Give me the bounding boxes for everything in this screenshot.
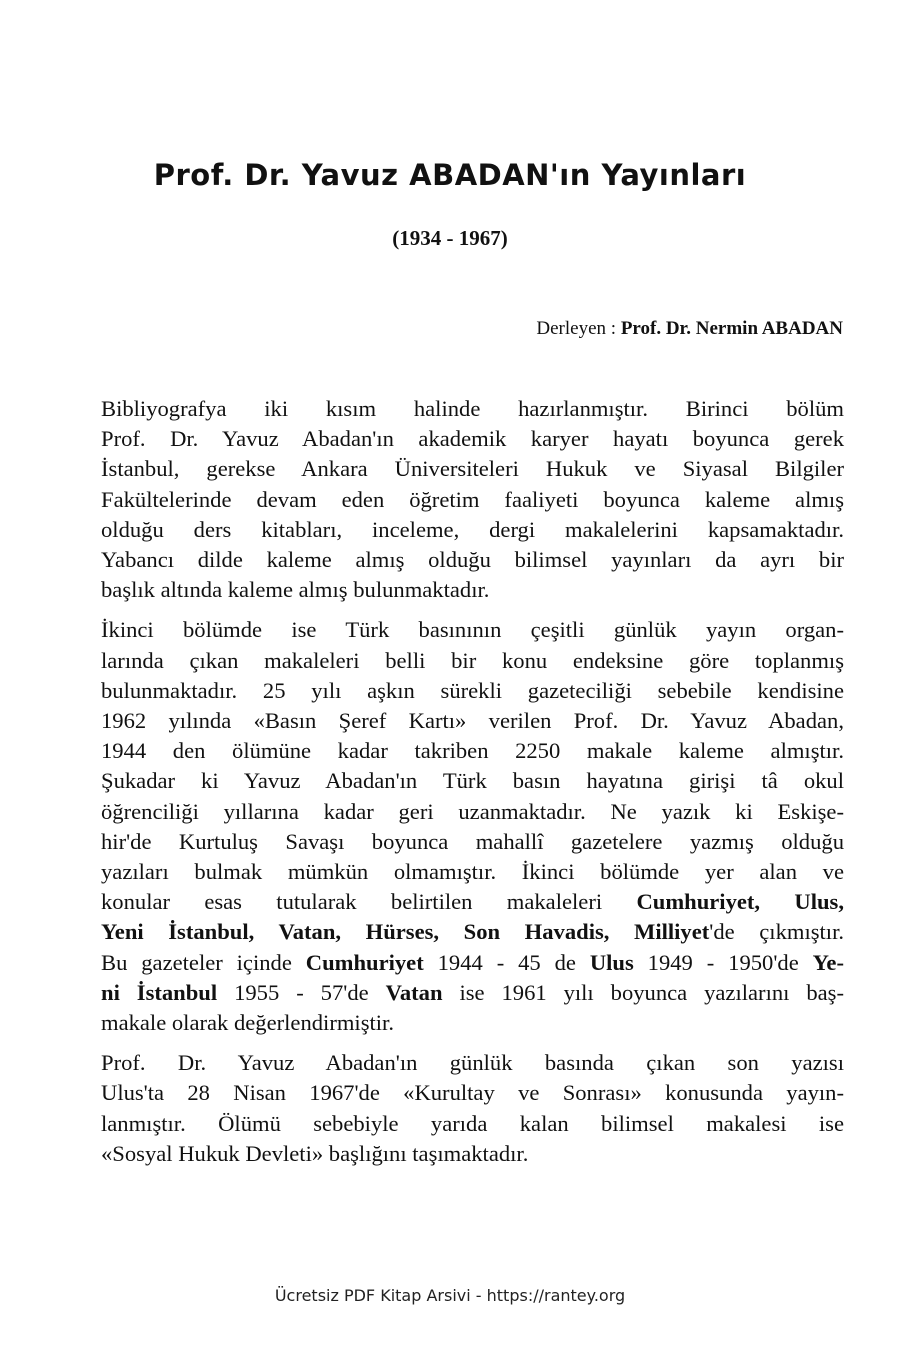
text-line: lanmıştır. Ölümü sebebiyle yarıda kalan bilimsel makalesi ise [101,1110,844,1136]
text-line: larında çıkan makaleleri belli bir konu endeksine göre toplanmış [101,647,844,673]
text-line: olduğu ders kitabları, inceleme, dergi makalelerini kapsamaktadır. [101,516,844,542]
text-segment: 1949 - 1950'de [633,949,813,975]
text-line: Bibliyografya iki kısım halinde hazırlanmıştır. Birinci bölüm [101,396,844,421]
compiler-label: Derleyen : [536,318,617,339]
text-line [54,887,844,917]
newspaper-name: Ulus [589,949,634,975]
text-line [54,948,844,978]
text-line: bulunmaktadır. 25 yılı aşkın sürekli gazeteciliği sebebile kendisine [101,677,844,703]
paragraph-2 [54,615,844,1038]
text-line: öğrenciliği yıllarına kadar geri uzanmaktadır. Ne yazık ki Eskişe- [101,798,844,824]
text-segment: 'de çıkmıştır. [709,919,844,945]
newspaper-name: ni İstanbul [101,979,218,1005]
text-line: Fakültelerinde devam eden öğretim faaliyeti boyunca kaleme almış [101,486,844,512]
text-line: İkinci bölümde ise Türk basınının çeşitli günlük yayın organ- [101,617,844,643]
text-line: Ulus'ta 28 Nisan 1967'de «Kurultay ve Sonrası» konusunda yayın- [101,1080,844,1106]
text-line: Şukadar ki Yavuz Abadan'ın Türk basın hayatına girişi tâ okul [101,768,844,794]
text-line [54,917,844,947]
text-segment: 1944 - 45 de [423,949,590,975]
text-line: Prof. Dr. Yavuz Abadan'ın günlük basında çıkan son yazısı [101,1050,844,1076]
text-segment: konular esas tutularak belirtilen makaleleri [101,889,637,915]
text-line: hir'de Kurtuluş Savaşı boyunca mahallî gazetelere yazmış olduğu [101,828,844,854]
text-line: başlık altında kaleme almış bulunmaktadır. [101,577,490,603]
text-line: yazıları bulmak mümkün olmamıştır. İkinci bölümde yer alan ve [101,859,844,885]
newspaper-name: Cumhuriyet [305,949,424,975]
newspaper-name: Vatan [385,979,443,1005]
text-line: Prof. Dr. Yavuz Abadan'ın akademik karyer hayatı boyunca gerek [101,426,844,452]
text-line: «Sosyal Hukuk Devleti» başlığını taşımaktadır. [101,1140,529,1166]
text-segment: ise 1961 yılı boyunca yazılarını baş- [442,979,844,1005]
body-text [54,394,844,1179]
paragraph-1 [54,394,844,605]
years-range: (1934 - 1967) [392,226,508,250]
newspaper-name: Ye- [812,949,844,975]
text-line [54,978,844,1008]
newspaper-names: Cumhuriyet, Ulus, [636,889,844,915]
page-title: Prof. Dr. Yavuz ABADAN'ın Yayınları [153,158,747,192]
paragraph-3 [54,1048,844,1169]
text-segment: 1955 - 57'de [217,979,386,1005]
text-line: İstanbul, gerekse Ankara Üniversiteleri Hukuk ve Siyasal Bilgiler [101,456,844,482]
compiler-credit [536,318,843,340]
newspaper-names: Yeni İstanbul, Vatan, Hürses, Son Havadis, Milliyet [101,919,710,945]
compiler-name: Prof. Dr. Nermin ABADAN [620,318,843,339]
text-segment: Bu gazeteler içinde [101,949,306,975]
text-line: 1944 den ölümüne kadar takriben 2250 makale kaleme almıştır. [101,738,844,764]
footer-watermark: Ücretsiz PDF Kitap Arsivi - https://rantey.org [274,1286,626,1305]
text-line: makale olarak değerlendirmiştir. [101,1010,394,1036]
text-line: 1962 yılında «Basın Şeref Kartı» verilen Prof. Dr. Yavuz Abadan, [101,708,844,734]
text-line: Yabancı dilde kaleme almış olduğu bilimsel yayınları da ayrı bir [101,547,844,573]
